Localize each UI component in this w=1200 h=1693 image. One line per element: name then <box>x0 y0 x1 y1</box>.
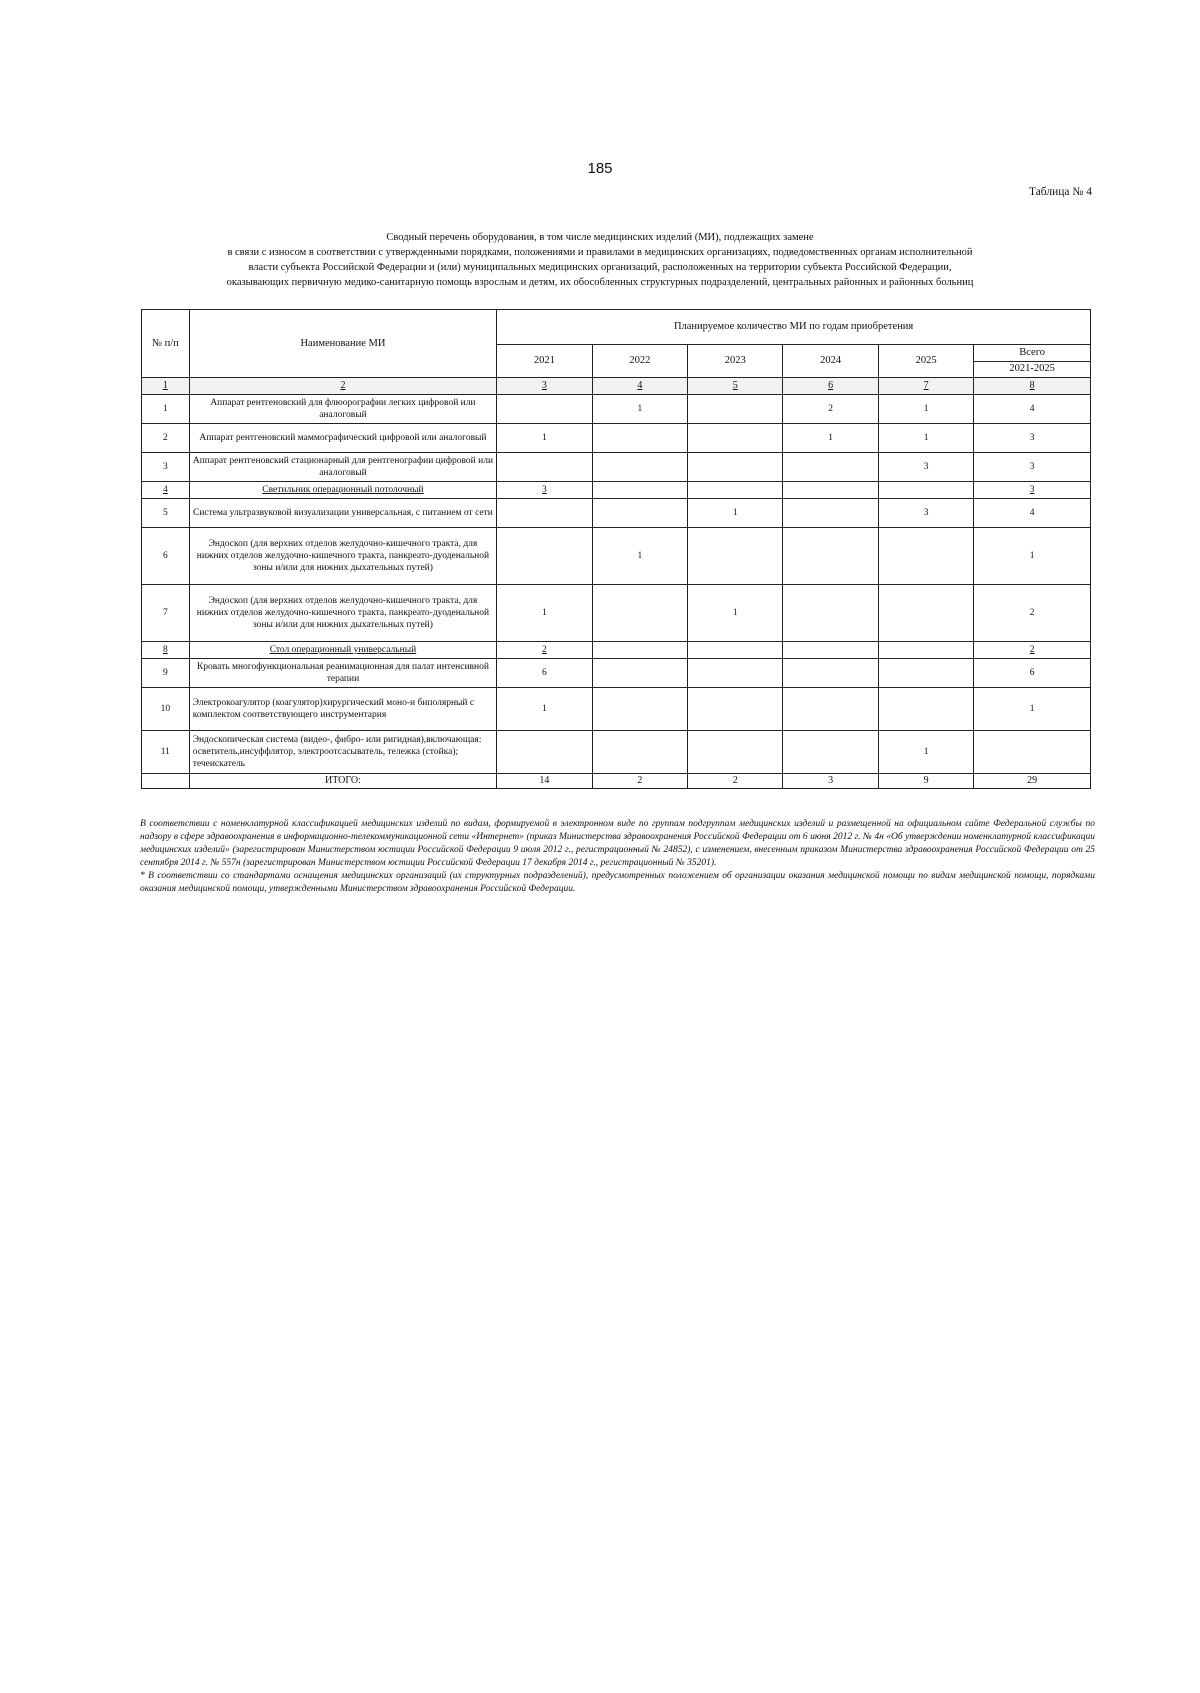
table-row <box>142 482 1091 499</box>
cell-2025 <box>878 659 973 688</box>
cell-total: 4 <box>974 395 1091 424</box>
cell-2023 <box>688 424 783 453</box>
cell-2024 <box>783 453 878 482</box>
cell-2025 <box>878 688 973 731</box>
cell-2021: 1 <box>497 424 592 453</box>
totals-2021: 14 <box>497 774 592 789</box>
column-index-row <box>142 378 1091 395</box>
cell-total <box>974 731 1091 774</box>
footnote-1: В соответствии с номенклатурной классификацией медицинских изделий по видам, формируемой в электронном виде по группам подгруппам медицинских изделий и размещенной на официальном сайте Федеральной службы по надзору в сфере здравоохранения в информационно-телекоммуникационной сети «Интернет» (приказ Министерства здравоохранения Российской Федерации от 6 июня 2012 г. № 4н «Об утверждении номенклатурной классификации медицинских изделий» (зарегистрирован Министерством юстиции Российской Федерации 9 июля 2012 г., регистрационный № 24852), с изменением, внесенным приказом Министерства здравоохранения Российской Федерации от 25 сентября 2014 г. № 557н (зарегистрирован Министерством юстиции Российской Федерации 17 декабря 2014 г., регистрационный № 35201). <box>140 819 1095 868</box>
totals-2025: 9 <box>878 774 973 789</box>
header-num: № п/п <box>142 310 190 378</box>
cell-2021: 2 <box>497 642 592 659</box>
table-row <box>142 642 1091 659</box>
cell-2022 <box>592 424 687 453</box>
row-name: Эндоскоп (для верхних отделов желудочно-кишечного тракта, для нижних отделов желудочно-кишечного тракта, панкреато-дуоденальной зоны и/или для нижних дыхательных путей) <box>189 528 496 585</box>
index-cell: 5 <box>688 378 783 395</box>
cell-2023 <box>688 731 783 774</box>
totals-2024: 3 <box>783 774 878 789</box>
cell-2023 <box>688 528 783 585</box>
cell-2023 <box>688 395 783 424</box>
row-num: 1 <box>142 395 190 424</box>
cell-2025: 1 <box>878 424 973 453</box>
header-total-range: 2021-2025 <box>974 361 1091 378</box>
row-name: Стол операционный универсальный <box>189 642 496 659</box>
cell-total: 3 <box>974 453 1091 482</box>
table-row <box>142 659 1091 688</box>
cell-2024 <box>783 642 878 659</box>
table-row <box>142 424 1091 453</box>
cell-2021 <box>497 453 592 482</box>
index-cell: 1 <box>142 378 190 395</box>
cell-total: 2 <box>974 585 1091 642</box>
cell-2021 <box>497 528 592 585</box>
row-num: 7 <box>142 585 190 642</box>
row-name: Эндоскопическая система (видео-, фибро- или ригидная),включающая: осветитель,инсуффлятор, электроотсасыватель, тележка (стойка); течеискатель <box>189 731 496 774</box>
cell-2025 <box>878 528 973 585</box>
cell-2021 <box>497 731 592 774</box>
totals-2022: 2 <box>592 774 687 789</box>
cell-total: 3 <box>974 482 1091 499</box>
header-year-2022: 2022 <box>592 345 687 378</box>
cell-2022: 1 <box>592 528 687 585</box>
cell-2024 <box>783 482 878 499</box>
footnotes <box>140 818 1095 896</box>
title-line-3: власти субъекта Российской Федерации и (или) муниципальных медицинских организаций, расположенных на территории субъекта Российской Федерации, <box>248 262 952 273</box>
cell-2023 <box>688 642 783 659</box>
table-row <box>142 395 1091 424</box>
cell-2021: 6 <box>497 659 592 688</box>
totals-label: ИТОГО: <box>189 774 496 789</box>
cell-2022: 1 <box>592 395 687 424</box>
row-name: Кровать многофункциональная реанимационная для палат интенсивной терапии <box>189 659 496 688</box>
cell-2023 <box>688 482 783 499</box>
header-total: Всего <box>974 345 1091 362</box>
index-cell: 8 <box>974 378 1091 395</box>
cell-2024 <box>783 499 878 528</box>
cell-2022 <box>592 642 687 659</box>
cell-2022 <box>592 731 687 774</box>
row-name: Аппарат рентгеновский маммографический цифровой или аналоговый <box>189 424 496 453</box>
cell-2025 <box>878 482 973 499</box>
row-name: Электрокоагулятор (коагулятор)хирургический моно-и биполярный с комплектом соответствующего инструментария <box>189 688 496 731</box>
cell-total: 1 <box>974 688 1091 731</box>
cell-2024 <box>783 731 878 774</box>
cell-2024 <box>783 659 878 688</box>
cell-2021 <box>497 395 592 424</box>
row-name: Аппарат рентгеновский стационарный для рентгенографии цифровой или аналоговый <box>189 453 496 482</box>
index-cell: 3 <box>497 378 592 395</box>
cell-2022 <box>592 659 687 688</box>
cell-2023: 1 <box>688 499 783 528</box>
cell-total: 1 <box>974 528 1091 585</box>
row-num: 3 <box>142 453 190 482</box>
row-num: 10 <box>142 688 190 731</box>
index-cell: 4 <box>592 378 687 395</box>
equipment-table <box>141 309 1091 789</box>
footnote-2: * В соответствии со стандартами оснащения медицинских организаций (их структурных подразделений), предусмотренных положением об организации оказания медицинской помощи по видам медицинской помощи, порядками оказания медицинской помощи, утвержденными Министерством здравоохранения Российской Федерации. <box>140 871 1095 894</box>
cell-total: 3 <box>974 424 1091 453</box>
totals-row <box>142 774 1091 789</box>
totals-num <box>142 774 190 789</box>
index-cell: 7 <box>878 378 973 395</box>
cell-2022 <box>592 688 687 731</box>
header-plan: Планируемое количество МИ по годам приобретения <box>497 310 1091 345</box>
row-num: 11 <box>142 731 190 774</box>
index-cell: 6 <box>783 378 878 395</box>
cell-2021 <box>497 499 592 528</box>
cell-2023 <box>688 659 783 688</box>
table-row <box>142 688 1091 731</box>
cell-2025 <box>878 642 973 659</box>
header-year-2024: 2024 <box>783 345 878 378</box>
totals-all: 29 <box>974 774 1091 789</box>
cell-2022 <box>592 453 687 482</box>
cell-2025: 3 <box>878 453 973 482</box>
cell-2023 <box>688 688 783 731</box>
cell-2024 <box>783 585 878 642</box>
title-line-1: Сводный перечень оборудования, в том числе медицинских изделий (МИ), подлежащих замене <box>386 232 814 243</box>
table-row <box>142 731 1091 774</box>
title-line-4: оказывающих первичную медико-санитарную помощь взрослым и детям, их обособленных структурных подразделений, центральных районных и районных больниц <box>226 277 974 288</box>
cell-2021: 1 <box>497 688 592 731</box>
row-num: 5 <box>142 499 190 528</box>
header-year-2025: 2025 <box>878 345 973 378</box>
document-title <box>140 230 1060 290</box>
table-label: Таблица № 4 <box>1028 186 1092 198</box>
table-row <box>142 499 1091 528</box>
cell-2025: 3 <box>878 499 973 528</box>
cell-2024: 1 <box>783 424 878 453</box>
page-number: 185 <box>587 160 613 177</box>
totals-2023: 2 <box>688 774 783 789</box>
cell-2022 <box>592 482 687 499</box>
row-num: 2 <box>142 424 190 453</box>
table-row <box>142 453 1091 482</box>
row-name: Аппарат рентгеновский для флюорографии легких цифровой или аналоговый <box>189 395 496 424</box>
row-name: Светильник операционный потолочный <box>189 482 496 499</box>
header-year-2021: 2021 <box>497 345 592 378</box>
cell-2024 <box>783 688 878 731</box>
row-num: 8 <box>142 642 190 659</box>
header-name: Наименование МИ <box>189 310 496 378</box>
cell-2025: 1 <box>878 731 973 774</box>
title-line-2: в связи с износом в соответствии с утвержденными порядками, положениями и правилами в медицинских организациях, подведомственных органам исполнительной <box>227 247 973 258</box>
cell-2024 <box>783 528 878 585</box>
cell-2025 <box>878 585 973 642</box>
cell-total: 6 <box>974 659 1091 688</box>
row-num: 6 <box>142 528 190 585</box>
cell-2023 <box>688 453 783 482</box>
header-year-2023: 2023 <box>688 345 783 378</box>
cell-2022 <box>592 499 687 528</box>
row-num: 4 <box>142 482 190 499</box>
row-name: Система ультразвуковой визуализации универсальная, с питанием от сети <box>189 499 496 528</box>
cell-2025: 1 <box>878 395 973 424</box>
table-row <box>142 528 1091 585</box>
cell-2021: 1 <box>497 585 592 642</box>
cell-total: 4 <box>974 499 1091 528</box>
row-name: Эндоскоп (для верхних отделов желудочно-кишечного тракта, для нижних отделов желудочно-кишечного тракта, панкреато-дуоденальной зоны и/или для нижних дыхательных путей) <box>189 585 496 642</box>
cell-total: 2 <box>974 642 1091 659</box>
row-num: 9 <box>142 659 190 688</box>
table-row <box>142 585 1091 642</box>
cell-2024: 2 <box>783 395 878 424</box>
cell-2021: 3 <box>497 482 592 499</box>
index-cell: 2 <box>189 378 496 395</box>
cell-2023: 1 <box>688 585 783 642</box>
cell-2022 <box>592 585 687 642</box>
